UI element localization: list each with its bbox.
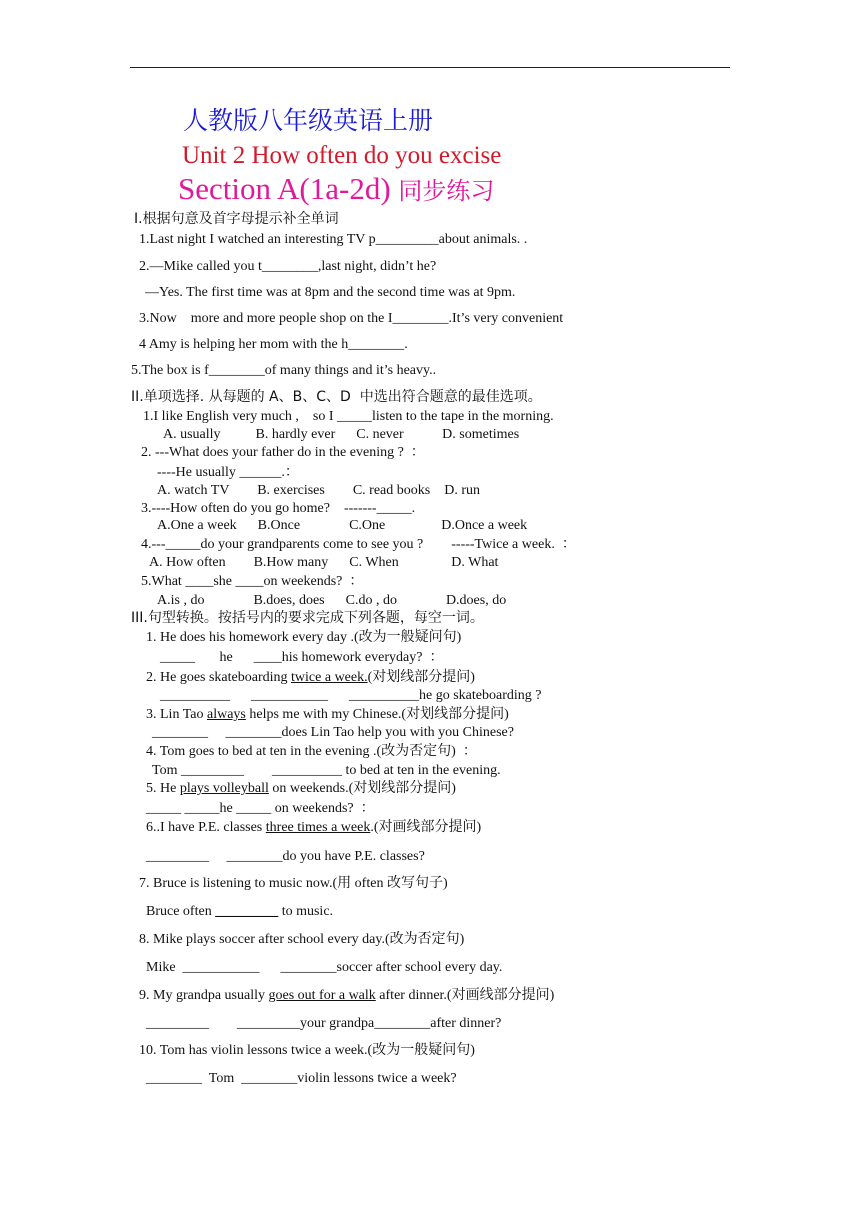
question-instruction: after dinner.(对画线部分提问) [375,988,555,1003]
section1-heading: Ⅰ.根据句意及首字母提示补全单词 [134,211,339,227]
section1-item: 5.The box is f________of many things and it’s heavy.. [131,363,437,378]
section1-item: 4 Amy is helping her mom with the h________. [139,337,408,352]
title-section [178,171,494,209]
section2-line: A. How often B.How many C. When D. What [149,555,499,570]
section2-line: ----He usually ______.： [157,465,299,480]
answer-line [146,904,333,920]
question-instruction: (对划线部分提问) [367,670,475,685]
answer-line: _____ he ____his homework everyday? ： [160,650,444,665]
answer-line: ________ ________does Lin Tao help you with you Chinese? [152,725,514,740]
question-instruction: helps me with my Chinese.(对划线部分提问) [245,707,509,722]
question-text: 6..I have P.E. classes [146,820,266,835]
question [146,707,509,723]
underlined-phrase: twice a week. [291,670,368,685]
section2-line: 4.---_____do your grandparents come to see you ? -----Twice a week. ： [141,537,576,552]
title-textbook: 人教版八年级英语上册 [183,106,434,135]
answer-line: _________ ________do you have P.E. classes? [146,849,425,864]
underlined-phrase: always [206,707,246,722]
answer-line: __________ ___________ __________he go skateboarding ? [160,688,542,703]
question: 4. Tom goes to bed at ten in the evening .(改为否定句) ： [146,744,477,759]
question: 8. Mike plays soccer after school every day.(改为否定句) [139,932,465,947]
question: 10. Tom has violin lessons twice a week.(改为一般疑问句) [139,1043,475,1058]
question-instruction: on weekends.(对划线部分提问) [268,781,456,796]
question: 7. Bruce is listening to music now.(用 often 改写句子) [139,876,448,891]
question [146,820,481,836]
question-text: 9. My grandpa usually [139,988,269,1003]
section2-line: A.is , do B.does, does C.do , do D.does, do [157,593,507,608]
question-instruction: .(对画线部分提问) [370,820,482,835]
underlined-phrase: goes out for a walk [268,988,376,1003]
question-text: 2. He goes skateboarding [146,670,292,685]
section1-item: 2.—Mike called you t________,last night, didn’t he? [139,259,437,274]
section1-item: —Yes. The first time was at 8pm and the second time was at 9pm. [145,285,516,300]
question [146,670,475,686]
answer-blank: _________ [215,904,279,919]
title-unit: Unit 2 How often do you excise [182,142,502,169]
answer-line: ________ Tom ________violin lessons twice a week? [146,1071,457,1086]
section2-line: 5.What ____she ____on weekends? ： [141,574,364,589]
section1-item: 3.Now more and more people shop on the I________.It’s very convenient [139,311,564,326]
underlined-phrase: plays volleyball [179,781,269,796]
answer-line: Tom _________ __________ to bed at ten in the evening. [152,763,501,778]
question [146,781,456,797]
section2-heading: II.单项选择. 从每题的 A、B、C、D 中选出符合题意的最佳选项。 [131,389,542,405]
answer-text: to music. [278,904,334,919]
section2-line: A.One a week B.Once C.One D.Once a week [157,518,528,533]
top-rule [130,67,730,68]
question [139,988,554,1004]
section2-line: 2. ---What does your father do in the evening ? ： [141,445,425,460]
question-text: 3. Lin Tao [146,707,207,722]
answer-line: Mike ___________ ________soccer after school every day. [146,960,503,975]
section2-line: A. usually B. hardly ever C. never D. sometimes [163,427,520,442]
question-text: 5. He [146,781,180,796]
section2-line: 3.----How often do you go home? -------_____. [141,501,416,516]
answer-line: _________ _________your grandpa________after dinner? [146,1016,502,1031]
section3-heading: III.句型转换。按括号内的要求完成下列各题，每空一词。 [131,610,484,626]
title-section-cn: 同步练习 [398,177,495,205]
section2-line: 1.I like English very much , so I _____listen to the tape in the morning. [143,409,554,424]
answer-text: Bruce often [146,904,216,919]
title-section-en: Section A(1a-2d) [178,171,391,206]
section2-line: A. watch TV B. exercises C. read books D. run [157,483,480,498]
question: 1. He does his homework every day .(改为一般疑问句) [146,630,462,645]
section1-item: 1.Last night I watched an interesting TV p_________about animals. . [139,232,528,247]
answer-line: _____ _____he _____ on weekends? ： [146,801,375,816]
underlined-phrase: three times a week [265,820,371,835]
